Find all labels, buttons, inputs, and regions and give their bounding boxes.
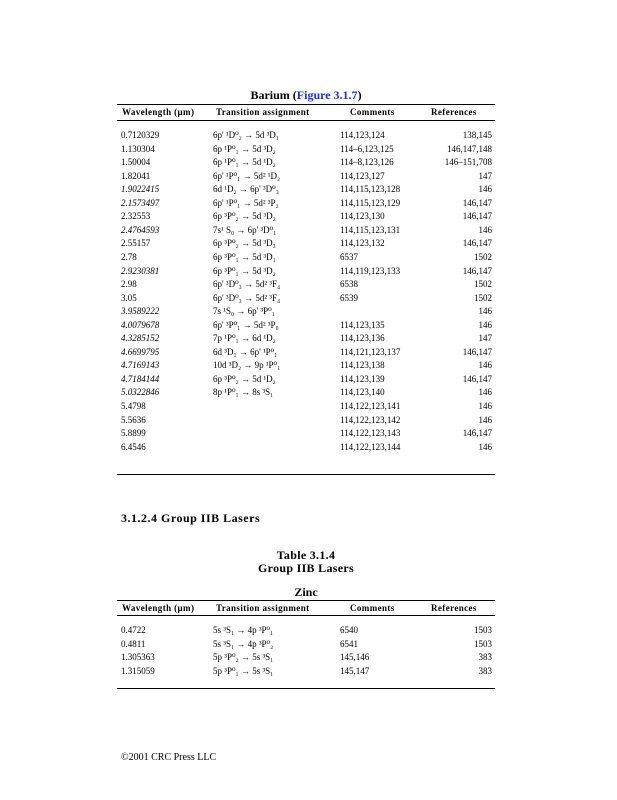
zinc-header-wavelength: Wavelength (μm): [122, 603, 195, 613]
transition-cell: 7s ¹S₀ → 6p' ³P⁰₁: [213, 306, 275, 317]
barium-header-references: References: [431, 107, 477, 117]
barium-table-row: [0, 169, 617, 183]
references-cell: 146: [478, 441, 492, 452]
barium-table-row: [0, 440, 617, 454]
barium-header-transition: Transition assignment: [216, 107, 310, 117]
wavelength-cell: 5.4798: [121, 401, 146, 411]
barium-table-row: [0, 209, 617, 223]
barium-table-row: [0, 331, 617, 345]
transition-cell: 7s¹ S₀ → 6p' ³D⁰₁: [213, 224, 277, 235]
barium-table-row: [0, 223, 617, 237]
zinc-table-row: [0, 637, 617, 651]
barium-table-end-rule: [117, 474, 495, 475]
barium-table-row: [0, 264, 617, 278]
references-cell: 147: [478, 333, 492, 344]
transition-cell: 8p ¹P⁰₁ → 8s ³S₁: [213, 387, 274, 398]
wavelength-cell: 5.0322846: [121, 387, 160, 398]
transition-cell: 6p' ¹P⁰₁ → 5d² ¹D₂: [213, 170, 281, 181]
transition-cell: 5p ³P⁰₂ → 5s ³S₁: [213, 652, 274, 662]
references-cell: 146,147: [462, 211, 492, 222]
zinc-header-references: References: [431, 603, 477, 613]
transition-cell: 6d ¹D₂ → 6p' ³D⁰₃: [213, 184, 279, 195]
transition-cell: 5s ³S₁ → 4p ³P⁰₁: [213, 625, 274, 635]
transition-cell: 5s ³S₁ → 4p ³P⁰₂: [213, 638, 274, 649]
comments-cell: 114,115,123,131: [340, 224, 401, 235]
comments-cell: 6540: [340, 625, 358, 635]
wavelength-cell: 0.4722: [121, 625, 146, 635]
transition-cell: 6d ³D₁ → 6p' ¹P⁰₁: [213, 346, 278, 357]
references-cell: 1503: [474, 638, 492, 649]
references-cell: 146,147: [462, 265, 492, 276]
wavelength-cell: 1.305363: [121, 652, 155, 662]
wavelength-cell: 1.50004: [121, 157, 151, 168]
comments-cell: 114,123,140: [340, 387, 385, 398]
barium-title-close: ): [357, 88, 362, 102]
transition-cell: 6p' ¹D⁰₂ → 5d ³D₁: [213, 130, 279, 140]
barium-table-row: [0, 413, 617, 427]
wavelength-cell: 3.9589222: [121, 306, 160, 317]
table-number: Table 3.1.4: [276, 548, 336, 562]
barium-table-row: [0, 128, 617, 142]
section-heading: 3.1.2.4 Group IIB Lasers: [121, 511, 261, 525]
references-cell: 146: [478, 387, 492, 398]
comments-cell: 114,122,123,141: [340, 401, 401, 411]
transition-cell: 6p' ³P⁰₁ → 5d² ³P₀: [213, 319, 279, 330]
references-cell: 146,147,148: [447, 143, 492, 154]
copyright-footer: ©2001 CRC Press LLC: [121, 752, 217, 763]
references-cell: 1502: [474, 279, 492, 290]
wavelength-cell: 3.05: [121, 292, 137, 303]
barium-title-text: Barium (: [250, 88, 297, 102]
comments-cell: 114–8,123,126: [340, 157, 394, 168]
wavelength-cell: 4.3285152: [121, 333, 160, 344]
barium-header-top-rule: [117, 104, 495, 105]
comments-cell: 6538: [340, 279, 358, 290]
transition-cell: 6p' ³D⁰₃ → 5d² ³F₄: [213, 279, 281, 290]
transition-cell: 6p ³P⁰₂ → 5d ³D₃: [213, 238, 276, 249]
comments-cell: 6541: [340, 638, 358, 649]
zinc-table-end-rule: [117, 688, 495, 689]
comments-cell: 114–6,123,125: [340, 143, 394, 154]
transition-cell: 6p' ³D⁰₃ → 5d² ³F₄: [213, 292, 281, 303]
transition-cell: 6p ³P⁰₁ → 5d ³D₁: [213, 251, 276, 262]
comments-cell: 114,123,132: [340, 238, 385, 249]
comments-cell: 114,119,123,133: [340, 265, 401, 276]
references-cell: 383: [478, 652, 492, 662]
transition-cell: 10d ³D₂ → 9p ¹P⁰₁: [213, 360, 281, 371]
references-cell: 1502: [474, 292, 492, 303]
comments-cell: 114,122,123,144: [340, 441, 401, 452]
references-cell: 146–151,708: [444, 157, 492, 168]
references-cell: 146,147: [462, 428, 492, 439]
barium-table-row: [0, 196, 617, 210]
wavelength-cell: 4.7169143: [121, 360, 160, 371]
references-cell: 138,145: [462, 130, 492, 140]
wavelength-cell: 4.7184144: [121, 373, 160, 384]
comments-cell: 114,115,123,129: [340, 197, 401, 208]
transition-cell: 6p ³P⁰₂ → 5d ¹D₂: [213, 373, 276, 384]
barium-table-row: [0, 182, 617, 196]
zinc-header-comments: Comments: [350, 603, 395, 613]
barium-table-row: [0, 304, 617, 318]
barium-table-row: [0, 277, 617, 291]
references-cell: 146: [478, 414, 492, 425]
comments-cell: 114,122,123,142: [340, 414, 401, 425]
references-cell: 383: [478, 665, 492, 676]
table-name: Group IIB Lasers: [258, 561, 354, 575]
comments-cell: 114,115,123,128: [340, 184, 401, 195]
barium-table-row: [0, 155, 617, 169]
wavelength-cell: 1.315059: [121, 665, 155, 676]
wavelength-cell: 2.78: [121, 251, 137, 262]
barium-table-row: [0, 358, 617, 372]
wavelength-cell: 1.82041: [121, 170, 151, 181]
barium-table-row: [0, 142, 617, 156]
barium-table-row: [0, 385, 617, 399]
barium-header-comments: Comments: [350, 107, 395, 117]
comments-cell: 114,123,138: [340, 360, 385, 371]
transition-cell: 6p ¹P⁰₁ → 5d ³D₂: [213, 143, 276, 154]
wavelength-cell: 2.4764593: [121, 224, 160, 235]
zinc-table-row: [0, 664, 617, 678]
wavelength-cell: 2.98: [121, 279, 137, 290]
barium-table-title: [117, 88, 495, 103]
barium-table-row: [0, 399, 617, 413]
transition-cell: 6p' ¹P⁰₁ → 5d² ³P₂: [213, 197, 279, 208]
comments-cell: 114,122,123,143: [340, 428, 401, 439]
wavelength-cell: 0.7120329: [121, 130, 160, 140]
zinc-table-row: [0, 623, 617, 637]
barium-table-row: [0, 250, 617, 264]
references-cell: 146,147: [462, 346, 492, 357]
wavelength-cell: 5.5636: [121, 414, 146, 425]
references-cell: 146: [478, 306, 492, 317]
comments-cell: 145,147: [340, 665, 370, 676]
references-cell: 146: [478, 319, 492, 330]
references-cell: 146: [478, 401, 492, 411]
transition-cell: 6p ¹P⁰₁ → 5d ¹D₂: [213, 157, 276, 168]
wavelength-cell: 6.4546: [121, 441, 146, 452]
comments-cell: 114,123,130: [340, 211, 385, 222]
barium-table-row: [0, 426, 617, 440]
comments-cell: 6539: [340, 292, 358, 303]
references-cell: 146,147: [462, 238, 492, 249]
wavelength-cell: 1.9022415: [121, 184, 160, 195]
wavelength-cell: 1.130304: [121, 143, 155, 154]
figure-3-1-7-link[interactable]: Figure 3.1.7: [296, 88, 358, 102]
wavelength-cell: 2.55157: [121, 238, 151, 249]
barium-table-row: [0, 291, 617, 305]
comments-cell: 114,123,127: [340, 170, 385, 181]
transition-cell: 5p ³P⁰₁ → 5s ³S₁: [213, 665, 274, 676]
wavelength-cell: 0.4811: [121, 638, 146, 649]
comments-cell: 114,123,135: [340, 319, 385, 330]
barium-table-row: [0, 372, 617, 386]
wavelength-cell: 2.1573497: [121, 197, 160, 208]
comments-cell: 114,123,124: [340, 130, 385, 140]
zinc-table-title: Zinc: [294, 585, 318, 599]
wavelength-cell: 5.8899: [121, 428, 146, 439]
comments-cell: 6537: [340, 251, 358, 262]
barium-table-row: [0, 236, 617, 250]
comments-cell: 114,121,123,137: [340, 346, 401, 357]
references-cell: 147: [478, 170, 492, 181]
barium-header-bottom-rule: [117, 120, 495, 121]
references-cell: 146: [478, 360, 492, 371]
transition-cell: 6p ³P⁰₁ → 5d ³D₂: [213, 265, 276, 276]
wavelength-cell: 4.6699795: [121, 346, 160, 357]
wavelength-cell: 2.32553: [121, 211, 151, 222]
barium-header-wavelength: Wavelength (μm): [122, 107, 195, 117]
comments-cell: 114,123,136: [340, 333, 385, 344]
comments-cell: 145,146: [340, 652, 370, 662]
comments-cell: 114,123,139: [340, 373, 385, 384]
references-cell: 146: [478, 224, 492, 235]
wavelength-cell: 4.0079678: [121, 319, 160, 330]
transition-cell: 6p ³P⁰₂ → 5d ³D₂: [213, 211, 276, 222]
zinc-header-transition: Transition assignment: [216, 603, 310, 613]
barium-table-row: [0, 345, 617, 359]
references-cell: 146,147: [462, 197, 492, 208]
references-cell: 1502: [474, 251, 492, 262]
references-cell: 1503: [474, 625, 492, 635]
barium-table-row: [0, 318, 617, 332]
zinc-header-bottom-rule: [117, 615, 495, 616]
references-cell: 146: [478, 184, 492, 195]
transition-cell: 7p ¹P⁰₁ → 6d ¹D₂: [213, 333, 276, 344]
wavelength-cell: 2.9230381: [121, 265, 160, 276]
zinc-table-row: [0, 650, 617, 664]
zinc-header-top-rule: [117, 600, 495, 601]
references-cell: 146,147: [462, 373, 492, 384]
